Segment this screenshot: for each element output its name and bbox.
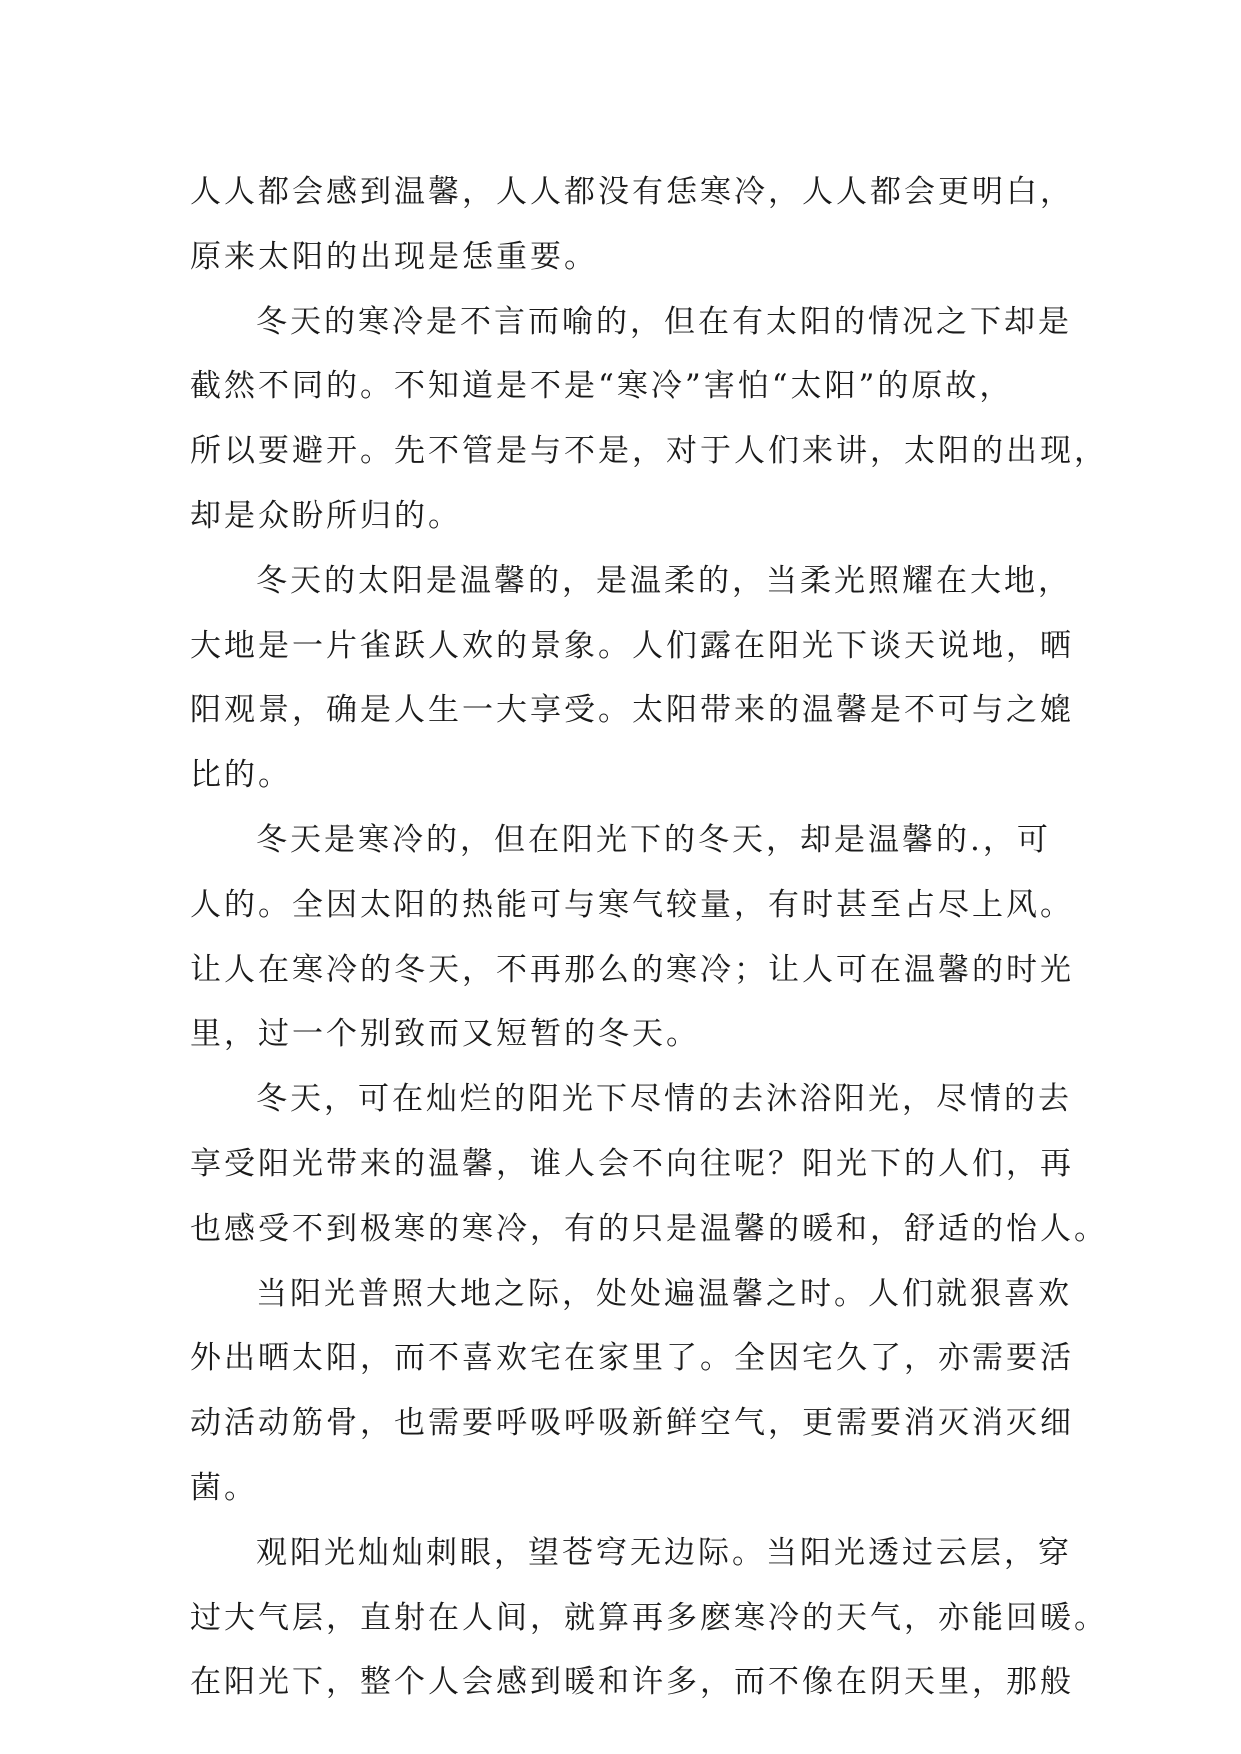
text-line: 大地是一片雀跃人欢的景象。人们露在阳光下谈天说地，晒 [190, 627, 1074, 664]
text-line: 比的。 [190, 757, 292, 794]
text-line: 观阳光灿灿刺眼，望苍穹无边际。当阳光透过云层，穿 [256, 1534, 1072, 1571]
text-line: 却是众盼所归的。 [190, 497, 462, 534]
text-line: 动活动筋骨，也需要呼吸呼吸新鲜空气，更需要消灭消灭细 [190, 1405, 1074, 1442]
text-line: 菌。 [190, 1469, 258, 1506]
text-line: 当阳光普照大地之际，处处遍温馨之时。人们就狠喜欢 [256, 1275, 1072, 1312]
text-line: 阳观景，确是人生一大享受。太阳带来的温馨是不可与之媲 [190, 692, 1074, 729]
text-line: 截然不同的。不知道是不是“寒冷”害怕“太阳”的原故， [190, 368, 1014, 405]
text-line: 也感受不到极寒的寒冷，有的只是温馨的暖和，舒适的怡人。 [190, 1210, 1108, 1247]
text-line: 享受阳光带来的温馨，谁人会不向往呢？阳光下的人们，再 [190, 1145, 1074, 1182]
text-line: 人的。全因太阳的热能可与寒气较量，有时甚至占尽上风。 [190, 886, 1074, 923]
text-line: 人人都会感到温馨，人人都没有恁寒冷，人人都会更明白， [190, 174, 1074, 210]
text-line: 让人在寒冷的冬天，不再那么的寒冷；让人可在温馨的时光 [190, 951, 1074, 988]
text-line: 冬天，可在灿烂的阳光下尽情的去沐浴阳光，尽情的去 [256, 1081, 1072, 1118]
text-line: 外出晒太阳，而不喜欢宅在家里了。全因宅久了，亦需要活 [190, 1340, 1074, 1377]
text-line: 所以要避开。先不管是与不是，对于人们来讲，太阳的出现， [190, 433, 1108, 470]
text-line: 原来太阳的出现是恁重要。 [190, 238, 598, 275]
body-text [190, 160, 1108, 1715]
text-line: 里，过一个别致而又短暂的冬天。 [190, 1016, 700, 1053]
text-line: 冬天的寒冷是不言而喻的，但在有太阳的情况之下却是 [256, 303, 1072, 340]
text-line: 冬天的太阳是温馨的，是温柔的，当柔光照耀在大地， [256, 562, 1072, 599]
text-line: 在阳光下，整个人会感到暖和许多，而不像在阴天里，那般 [190, 1664, 1074, 1701]
text-line: 过大气层，直射在人间，就算再多麽寒冷的天气，亦能回暖。 [190, 1599, 1108, 1636]
text-line: 冬天是寒冷的，但在阳光下的冬天，却是温馨的.，可 [256, 821, 1051, 858]
